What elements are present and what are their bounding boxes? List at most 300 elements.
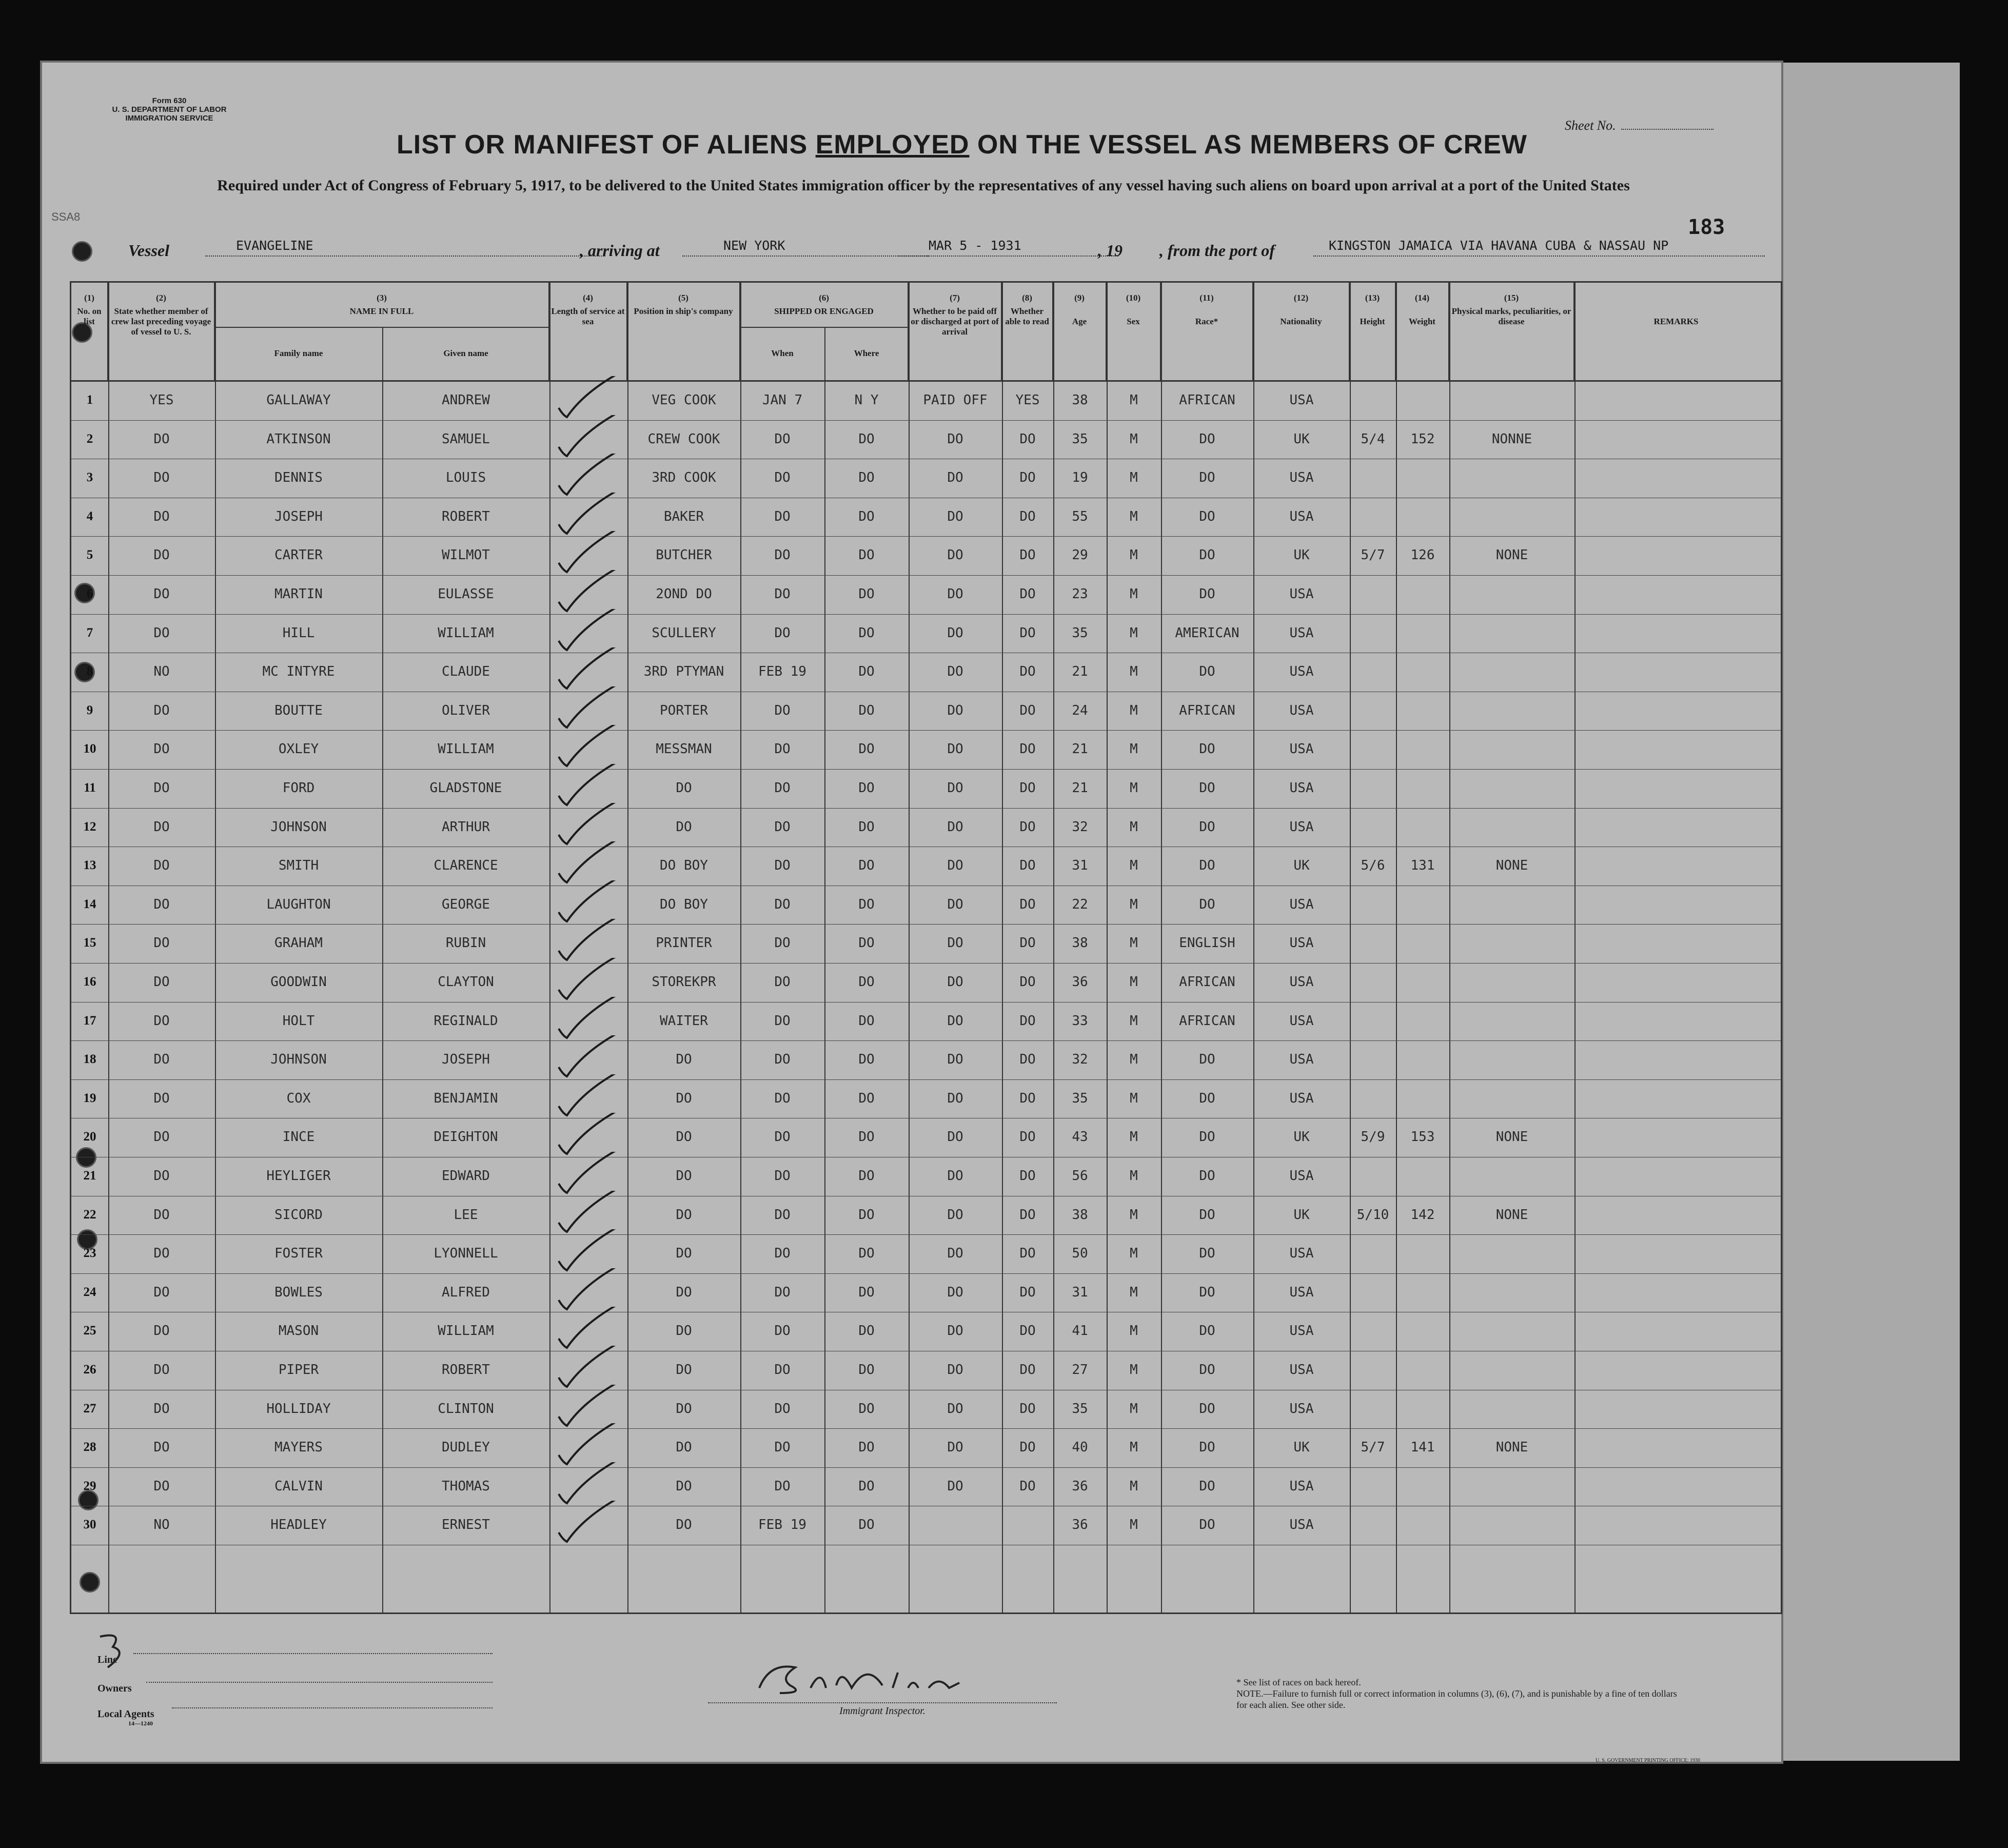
position: PRINTER: [656, 935, 712, 951]
shipped-where: DO: [858, 547, 875, 563]
able-to-read: DO: [1019, 664, 1036, 680]
given-name: ARTHUR: [442, 819, 490, 835]
position: DO: [676, 1517, 692, 1533]
able-to-read: YES: [1015, 392, 1040, 408]
shipped-when: DO: [774, 547, 791, 563]
race: DO: [1199, 741, 1215, 757]
column-rule: [1449, 283, 1450, 1613]
previous-voyage: DO: [153, 896, 170, 912]
column-rule: [1350, 283, 1351, 1613]
age: 40: [1072, 1440, 1088, 1456]
header-col-1: (1) No. on list: [71, 283, 108, 380]
shipped-when: DO: [774, 1090, 791, 1106]
row-number: 16: [83, 975, 96, 989]
race: DO: [1199, 1052, 1215, 1068]
age: 31: [1072, 858, 1088, 874]
race: DO: [1199, 1323, 1215, 1339]
height: 5/9: [1361, 1129, 1385, 1145]
row-number: 12: [83, 819, 96, 834]
race: DO: [1199, 1207, 1215, 1223]
family-name: PIPER: [278, 1362, 319, 1378]
row-rule: [71, 420, 1781, 421]
paid-off: DO: [947, 1362, 963, 1378]
age: 36: [1072, 1478, 1088, 1494]
row-number: 14: [83, 897, 96, 911]
row-number: 18: [83, 1052, 96, 1067]
sheet-label: Sheet No.: [1565, 118, 1616, 133]
row-number: 27: [83, 1401, 96, 1416]
previous-voyage: DO: [153, 1478, 170, 1494]
race: DO: [1199, 1478, 1215, 1494]
weight: 131: [1410, 858, 1435, 874]
race: DO: [1199, 1362, 1215, 1378]
previous-voyage: DO: [153, 1129, 170, 1145]
family-name: HEADLEY: [270, 1517, 327, 1533]
shipped-where: DO: [858, 1052, 875, 1068]
given-name: CLAYTON: [438, 974, 494, 990]
able-to-read: DO: [1019, 896, 1036, 912]
shipped-where: DO: [858, 780, 875, 796]
able-to-read: DO: [1019, 1246, 1036, 1262]
nationality: USA: [1289, 1401, 1314, 1417]
header-col-13: (13) Height: [1350, 283, 1396, 380]
sex: M: [1130, 1401, 1138, 1417]
given-name: CLINTON: [438, 1401, 494, 1417]
row-number: 26: [83, 1363, 96, 1377]
family-name: COX: [286, 1090, 311, 1106]
family-name: SMITH: [278, 858, 319, 874]
sex: M: [1130, 547, 1138, 563]
header-family-name: Family name: [274, 348, 323, 358]
race: DO: [1199, 858, 1215, 874]
shipped-when: DO: [774, 858, 791, 874]
able-to-read: DO: [1019, 741, 1036, 757]
sex: M: [1130, 1052, 1138, 1068]
sex: M: [1130, 896, 1138, 912]
agents-field: [172, 1707, 493, 1708]
given-name: DUDLEY: [442, 1440, 490, 1456]
shipped-when: DO: [774, 896, 791, 912]
paid-off: DO: [947, 819, 963, 835]
shipped-where: DO: [858, 1362, 875, 1378]
able-to-read: DO: [1019, 1284, 1036, 1300]
previous-voyage: DO: [153, 431, 170, 447]
race: DO: [1199, 431, 1215, 447]
able-to-read: DO: [1019, 1090, 1036, 1106]
nationality: USA: [1289, 1284, 1314, 1300]
shipped-where: DO: [858, 508, 875, 524]
nationality: USA: [1289, 1052, 1314, 1068]
page-number: 183: [1688, 215, 1725, 239]
row-number: 3: [86, 470, 93, 485]
row-rule: [71, 614, 1781, 615]
shipped-where: DO: [858, 1013, 875, 1029]
position: SCULLERY: [652, 625, 716, 641]
agents-label: Local Agents: [97, 1708, 154, 1720]
position: DO: [676, 1090, 692, 1106]
paid-off: DO: [947, 1207, 963, 1223]
sex: M: [1130, 470, 1138, 486]
header-col-16: REMARKS: [1653, 317, 1699, 326]
nationality: USA: [1289, 1362, 1314, 1378]
shipped-where: DO: [858, 1090, 875, 1106]
nationality: USA: [1289, 819, 1314, 835]
position: DO: [676, 1052, 692, 1068]
paid-off: PAID OFF: [923, 392, 988, 408]
family-name: SICORD: [274, 1207, 323, 1223]
previous-voyage: DO: [153, 1207, 170, 1223]
able-to-read: DO: [1019, 1168, 1036, 1184]
paid-off: DO: [947, 470, 963, 486]
shipped-where: DO: [858, 586, 875, 602]
given-name: ALFRED: [442, 1284, 490, 1300]
position: VEG COOK: [652, 392, 716, 408]
previous-voyage: DO: [153, 935, 170, 951]
owners-field: [146, 1682, 493, 1683]
row-number: 11: [84, 781, 96, 795]
able-to-read: DO: [1019, 1440, 1036, 1456]
race: AFRICAN: [1179, 702, 1235, 718]
nationality: USA: [1289, 974, 1314, 990]
family-name: GALLAWAY: [266, 392, 331, 408]
inspector-signature: [749, 1657, 1016, 1698]
race: DO: [1199, 1440, 1215, 1456]
race: DO: [1199, 508, 1215, 524]
shipped-where: DO: [858, 741, 875, 757]
race: AFRICAN: [1179, 392, 1235, 408]
age: 35: [1072, 625, 1088, 641]
position: DO: [676, 819, 692, 835]
able-to-read: DO: [1019, 780, 1036, 796]
row-rule: [71, 730, 1781, 731]
agents-code: 14—1240: [128, 1720, 153, 1727]
race: DO: [1199, 547, 1215, 563]
paid-off: DO: [947, 1052, 963, 1068]
family-name: OXLEY: [278, 741, 319, 757]
given-name: GEORGE: [442, 896, 490, 912]
age: 36: [1072, 1517, 1088, 1533]
row-rule: [71, 536, 1781, 537]
race: DO: [1199, 1517, 1215, 1533]
shipped-where: DO: [858, 935, 875, 951]
header-col-12: (12) Nationality: [1253, 283, 1350, 380]
family-name: INCE: [282, 1129, 315, 1145]
shipped-when: DO: [774, 1401, 791, 1417]
given-name: THOMAS: [442, 1478, 490, 1494]
row-number: 5: [86, 548, 93, 562]
position: 2OND DO: [656, 586, 712, 602]
vessel-info-line: [51, 238, 1744, 267]
header-col-2: (2) State whether member of crew last preceding voyage of vessel to U. S.: [108, 283, 215, 380]
age: 21: [1072, 664, 1088, 680]
race: DO: [1199, 819, 1215, 835]
previous-voyage: DO: [153, 1246, 170, 1262]
able-to-read: DO: [1019, 974, 1036, 990]
shipped-where: DO: [858, 974, 875, 990]
able-to-read: DO: [1019, 586, 1036, 602]
sex: M: [1130, 935, 1138, 951]
family-name: MASON: [278, 1323, 319, 1339]
position: PORTER: [660, 702, 708, 718]
previous-voyage: DO: [153, 1440, 170, 1456]
row-number: 6: [86, 587, 93, 601]
family-name: LAUGHTON: [266, 896, 331, 912]
vessel-label: Vessel: [128, 241, 169, 260]
family-name: FORD: [282, 780, 315, 796]
shipped-when: DO: [774, 1440, 791, 1456]
height: 5/4: [1361, 431, 1385, 447]
physical-marks: NONE: [1495, 547, 1528, 563]
nationality: UK: [1293, 547, 1310, 563]
age: 36: [1072, 974, 1088, 990]
shipped-when: FEB 19: [758, 664, 806, 680]
row-number: 7: [86, 625, 93, 640]
given-name: DEIGHTON: [434, 1129, 498, 1145]
given-name: EDWARD: [442, 1168, 490, 1184]
position: WAITER: [660, 1013, 708, 1029]
back-sheet-edge: [1755, 63, 1960, 1761]
age: 33: [1072, 1013, 1088, 1029]
age: 41: [1072, 1323, 1088, 1339]
family-name: BOUTTE: [274, 702, 323, 718]
given-name: WILLIAM: [438, 741, 494, 757]
header-col-3: (3) NAME IN FULL: [215, 283, 549, 380]
paid-off: DO: [947, 1129, 963, 1145]
shipped-where: DO: [858, 858, 875, 874]
race: ENGLISH: [1179, 935, 1235, 951]
header-col-9: (9) Age: [1053, 283, 1107, 380]
previous-voyage: YES: [149, 392, 174, 408]
row-number: 8: [86, 664, 93, 679]
given-name: ROBERT: [442, 1362, 490, 1378]
sex: M: [1130, 858, 1138, 874]
sex: M: [1130, 1362, 1138, 1378]
position: DO: [676, 1207, 692, 1223]
shipped-where: DO: [858, 625, 875, 641]
age: 50: [1072, 1246, 1088, 1262]
physical-marks: NONNE: [1491, 431, 1532, 447]
row-number: 1: [86, 393, 93, 407]
given-name: JOSEPH: [442, 1052, 490, 1068]
shipped-where: DO: [858, 1401, 875, 1417]
previous-voyage: DO: [153, 547, 170, 563]
family-name: JOSEPH: [274, 508, 323, 524]
sex: M: [1130, 741, 1138, 757]
position: DO: [676, 1246, 692, 1262]
given-name: SAMUEL: [442, 431, 490, 447]
header-col-8: (8) Whether able to read: [1002, 283, 1053, 380]
row-rule: [71, 808, 1781, 809]
weight: 141: [1410, 1440, 1435, 1456]
weight: 126: [1410, 547, 1435, 563]
arrival-port: NEW YORK: [682, 238, 929, 257]
row-number: 15: [83, 936, 96, 950]
sex: M: [1130, 508, 1138, 524]
arriving-label: , arriving at: [580, 241, 660, 260]
able-to-read: DO: [1019, 935, 1036, 951]
given-name: EULASSE: [438, 586, 494, 602]
paid-off: DO: [947, 1401, 963, 1417]
shipped-when: DO: [774, 741, 791, 757]
sex: M: [1130, 819, 1138, 835]
able-to-read: DO: [1019, 819, 1036, 835]
races-note: * See list of races on back hereof.: [1236, 1677, 1361, 1687]
previous-voyage: DO: [153, 741, 170, 757]
owners-label: Owners: [97, 1683, 132, 1694]
shipped-where: DO: [858, 1440, 875, 1456]
row-number: 21: [83, 1169, 96, 1183]
sex: M: [1130, 1129, 1138, 1145]
shipped-when: DO: [774, 470, 791, 486]
age: 21: [1072, 741, 1088, 757]
sex: M: [1130, 392, 1138, 408]
previous-voyage: DO: [153, 586, 170, 602]
able-to-read: DO: [1019, 547, 1036, 563]
position: CREW COOK: [647, 431, 720, 447]
header-col-4: (4) Length of service at sea: [549, 283, 627, 380]
position: DO: [676, 1478, 692, 1494]
nationality: USA: [1289, 1168, 1314, 1184]
nationality: USA: [1289, 896, 1314, 912]
given-name: OLIVER: [442, 702, 490, 718]
sex: M: [1130, 974, 1138, 990]
previous-voyage: DO: [153, 1013, 170, 1029]
age: 29: [1072, 547, 1088, 563]
page-title: [154, 129, 1770, 160]
shipped-when: DO: [774, 431, 791, 447]
previous-voyage: DO: [153, 470, 170, 486]
nationality: UK: [1293, 858, 1310, 874]
weight: 142: [1410, 1207, 1435, 1223]
line-field: [133, 1653, 493, 1654]
race: DO: [1199, 1129, 1215, 1145]
age: 35: [1072, 431, 1088, 447]
able-to-read: DO: [1019, 1323, 1036, 1339]
nationality: UK: [1293, 1129, 1310, 1145]
previous-voyage: DO: [153, 1401, 170, 1417]
physical-marks: NONE: [1495, 1129, 1528, 1145]
able-to-read: DO: [1019, 858, 1036, 874]
paid-off: DO: [947, 702, 963, 718]
able-to-read: DO: [1019, 1362, 1036, 1378]
position: DO: [676, 1323, 692, 1339]
row-number: 2: [86, 431, 93, 446]
nationality: USA: [1289, 1478, 1314, 1494]
race: DO: [1199, 1246, 1215, 1262]
title-part-3: ON THE VESSEL AS MEMBERS OF CREW: [969, 130, 1527, 160]
row-rule: [71, 924, 1781, 925]
position: DO: [676, 1129, 692, 1145]
previous-voyage: DO: [153, 780, 170, 796]
age: 19: [1072, 470, 1088, 486]
shipped-when: DO: [774, 1478, 791, 1494]
previous-voyage: DO: [153, 1052, 170, 1068]
shipped-where: DO: [858, 470, 875, 486]
shipped-when: DO: [774, 1168, 791, 1184]
paid-off: DO: [947, 741, 963, 757]
printer-imprint: U. S. GOVERNMENT PRINTING OFFICE: 1930: [1596, 1758, 1700, 1763]
row-rule: [71, 1467, 1781, 1468]
nationality: USA: [1289, 935, 1314, 951]
family-name: HILL: [282, 625, 315, 641]
paid-off: DO: [947, 896, 963, 912]
shipped-when: DO: [774, 935, 791, 951]
row-number: 17: [83, 1013, 96, 1028]
sex: M: [1130, 780, 1138, 796]
age: 55: [1072, 508, 1088, 524]
age: 31: [1072, 1284, 1088, 1300]
stamp-mark: SSA8: [51, 210, 81, 223]
position: BUTCHER: [656, 547, 712, 563]
physical-marks: NONE: [1495, 1440, 1528, 1456]
given-name: CLAUDE: [442, 664, 490, 680]
origin-port: KINGSTON JAMAICA VIA HAVANA CUBA & NASSAU NP: [1313, 238, 1765, 257]
sex: M: [1130, 1013, 1138, 1029]
crew-table: [70, 281, 1782, 1614]
shipped-when: DO: [774, 1323, 791, 1339]
paid-off: DO: [947, 935, 963, 951]
paid-off: DO: [947, 780, 963, 796]
previous-voyage: DO: [153, 1362, 170, 1378]
shipped-when: DO: [774, 974, 791, 990]
header-given-name: Given name: [443, 348, 488, 358]
shipped-when: JAN 7: [762, 392, 803, 408]
race: DO: [1199, 896, 1215, 912]
race: DO: [1199, 586, 1215, 602]
race: AMERICAN: [1175, 625, 1239, 641]
shipped-where: DO: [858, 664, 875, 680]
vessel-name: EVANGELINE: [205, 238, 605, 257]
shipped-where: DO: [858, 1246, 875, 1262]
shipped-where: DO: [858, 1129, 875, 1145]
family-name: CARTER: [274, 547, 323, 563]
shipped-when: DO: [774, 1013, 791, 1029]
position: DO: [676, 1440, 692, 1456]
paid-off: DO: [947, 1090, 963, 1106]
able-to-read: DO: [1019, 1052, 1036, 1068]
shipped-when: DO: [774, 1207, 791, 1223]
age: 38: [1072, 935, 1088, 951]
shipped-when: DO: [774, 1129, 791, 1145]
previous-voyage: DO: [153, 702, 170, 718]
from-label: , from the port of: [1159, 241, 1275, 260]
previous-voyage: DO: [153, 858, 170, 874]
shipped-when: DO: [774, 586, 791, 602]
nationality: USA: [1289, 625, 1314, 641]
shipped-when: DO: [774, 508, 791, 524]
race: DO: [1199, 1284, 1215, 1300]
nationality: USA: [1289, 586, 1314, 602]
shipped-where: DO: [858, 1284, 875, 1300]
age: 38: [1072, 392, 1088, 408]
age: 23: [1072, 586, 1088, 602]
race: DO: [1199, 1168, 1215, 1184]
shipped-when: DO: [774, 702, 791, 718]
nationality: UK: [1293, 431, 1310, 447]
weight: 153: [1410, 1129, 1435, 1145]
shipped-when: DO: [774, 1246, 791, 1262]
given-name: ERNEST: [442, 1517, 490, 1533]
header-col-6: (6) SHIPPED OR ENGAGED: [740, 283, 909, 380]
nationality: USA: [1289, 1246, 1314, 1262]
paid-off: DO: [947, 1013, 963, 1029]
family-name: MC INTYRE: [262, 664, 335, 680]
family-name: GRAHAM: [274, 935, 323, 951]
able-to-read: DO: [1019, 625, 1036, 641]
sex: M: [1130, 664, 1138, 680]
handwritten-mark: [92, 1631, 133, 1673]
age: 32: [1072, 1052, 1088, 1068]
